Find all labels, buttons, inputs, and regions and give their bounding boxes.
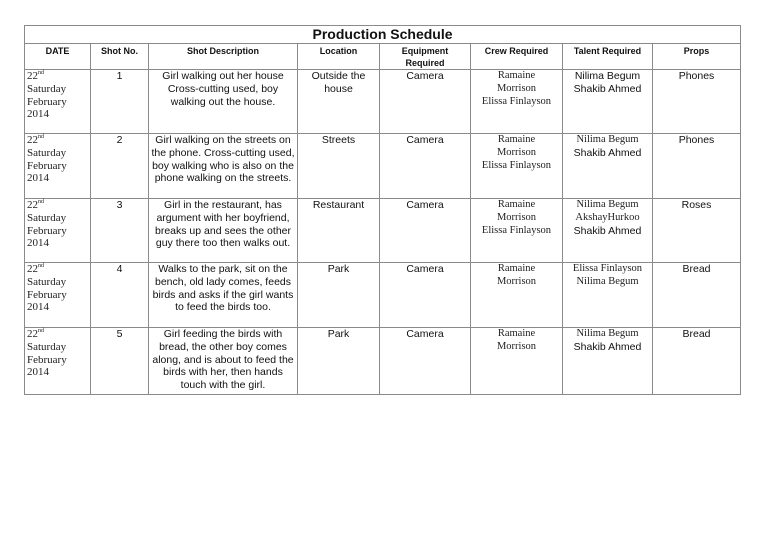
- location-cell: Restaurant: [298, 199, 380, 263]
- column-header-equipment: Equipment Required: [380, 44, 471, 70]
- date-cell: 22nd Saturday February 2014: [25, 134, 91, 199]
- date-cell: 22nd Saturday February 2014: [25, 263, 91, 328]
- shot-number-cell: 5: [91, 328, 149, 395]
- talent-cell: Nilima Begum Shakib Ahmed: [563, 134, 653, 199]
- table-row: [25, 199, 741, 263]
- talent-cell: Elissa Finlayson Nilima Begum: [563, 263, 653, 328]
- table-row: [25, 70, 741, 134]
- talent-cell: Nilima Begum AkshayHurkoo Shakib Ahmed: [563, 199, 653, 263]
- location-cell: Park: [298, 263, 380, 328]
- table-row: [25, 328, 741, 395]
- column-header-props: Props: [653, 44, 741, 70]
- props-cell: Phones: [653, 70, 741, 134]
- date-cell: 22nd Saturday February 2014: [25, 70, 91, 134]
- table-row: [25, 134, 741, 199]
- talent-cell: Nilima Begum Shakib Ahmed: [563, 328, 653, 395]
- production-schedule-table: [24, 25, 741, 395]
- location-cell: Park: [298, 328, 380, 395]
- column-header-date: DATE: [25, 44, 91, 70]
- shot-description-cell: Girl feeding the birds with bread, the other boy comes along, and is about to feed the birds with her, then hands touch with the girl.: [149, 328, 298, 395]
- shot-number-cell: 2: [91, 134, 149, 199]
- equipment-cell: Camera: [380, 134, 471, 199]
- props-cell: Bread: [653, 328, 741, 395]
- shot-description-cell: Girl in the restaurant, has argument with her boyfriend, breaks up and sees the other guy there too then walks out.: [149, 199, 298, 263]
- header-row: [25, 44, 741, 70]
- crew-cell: Ramaine Morrison Elissa Finlayson: [471, 199, 563, 263]
- table-title: Production Schedule: [25, 26, 741, 44]
- props-cell: Roses: [653, 199, 741, 263]
- equipment-cell: Camera: [380, 70, 471, 134]
- talent-cell: Nilima Begum Shakib Ahmed: [563, 70, 653, 134]
- equipment-cell: Camera: [380, 199, 471, 263]
- crew-cell: Ramaine Morrison Elissa Finlayson: [471, 134, 563, 199]
- shot-description-cell: Walks to the park, sit on the bench, old lady comes, feeds birds and asks if the girl wants to feed the birds too.: [149, 263, 298, 328]
- props-cell: Phones: [653, 134, 741, 199]
- crew-cell: Ramaine Morrison: [471, 263, 563, 328]
- shot-number-cell: 3: [91, 199, 149, 263]
- column-header-shot-description: Shot Description: [149, 44, 298, 70]
- crew-cell: Ramaine Morrison Elissa Finlayson: [471, 70, 563, 134]
- column-header-location: Location: [298, 44, 380, 70]
- equipment-cell: Camera: [380, 328, 471, 395]
- shot-number-cell: 1: [91, 70, 149, 134]
- location-cell: Outside the house: [298, 70, 380, 134]
- date-cell: 22nd Saturday February 2014: [25, 199, 91, 263]
- table-row: [25, 263, 741, 328]
- shot-description-cell: Girl walking on the streets on the phone. Cross-cutting used, boy walking who is also on the phone walking on the streets.: [149, 134, 298, 199]
- props-cell: Bread: [653, 263, 741, 328]
- equipment-cell: Camera: [380, 263, 471, 328]
- crew-cell: Ramaine Morrison: [471, 328, 563, 395]
- location-cell: Streets: [298, 134, 380, 199]
- column-header-crew: Crew Required: [471, 44, 563, 70]
- shot-description-cell: Girl walking out her house Cross-cutting used, boy walking out the house.: [149, 70, 298, 134]
- shot-number-cell: 4: [91, 263, 149, 328]
- column-header-talent: Talent Required: [563, 44, 653, 70]
- date-cell: 22nd Saturday February 2014: [25, 328, 91, 395]
- column-header-shot-no: Shot No.: [91, 44, 149, 70]
